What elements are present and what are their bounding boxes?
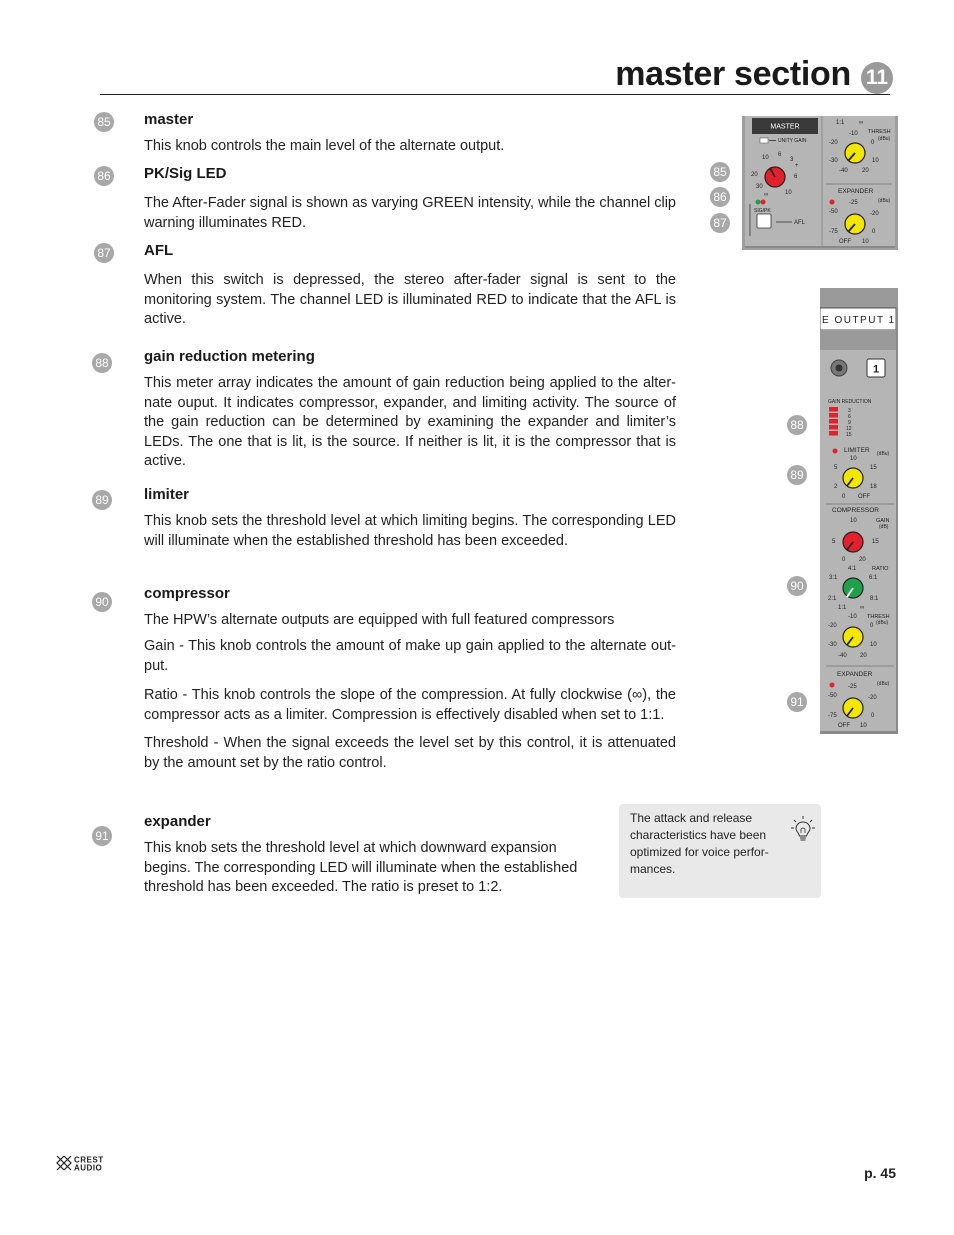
section-text-limiter: This knob sets the threshold level at which limiting begins. The corresponding LED will illuminate when the established threshold has been exceeded. xyxy=(144,513,676,549)
master-tick-6: 6 xyxy=(778,152,782,158)
master-tick-inf: ∞ xyxy=(764,192,769,198)
svg-text:0: 0 xyxy=(871,713,875,719)
section-heading-master: master xyxy=(144,111,194,128)
compressor-label: COMPRESSOR xyxy=(832,507,879,514)
diagram-callout-90: 90 xyxy=(787,576,807,596)
section-heading-compressor: compressor xyxy=(144,585,230,602)
section-heading-afl: AFL xyxy=(144,242,174,259)
ratio-1-1-label: 1:1 xyxy=(836,120,845,126)
section-text-pk-sig-led: The After-Fader signal is shown as varying GREEN intensity, while the channel clip warning illuminates RED. xyxy=(144,195,676,231)
svg-text:-20: -20 xyxy=(868,695,877,701)
callout-badge-85: 85 xyxy=(94,112,114,132)
svg-text:∞: ∞ xyxy=(860,605,865,611)
expander-led-top xyxy=(830,200,835,205)
header-rule xyxy=(100,94,890,95)
svg-text:20: 20 xyxy=(859,557,866,563)
limiter-label: LIMITER xyxy=(844,447,870,454)
svg-text:0: 0 xyxy=(842,557,846,563)
section-text-compressor-intro: The HPW’s alternate outputs are equipped with full featured compressors xyxy=(144,612,615,628)
section-text-compressor-threshold: Threshold - When the signal exceeds the level set by this control, it is attenuated by the amount set by the ratio control. xyxy=(144,735,676,771)
gain-reduction-label: GAIN REDUCTION xyxy=(828,399,872,405)
diagram-callout-85: 85 xyxy=(710,162,730,182)
section-heading-limiter: limiter xyxy=(144,486,190,503)
svg-text:6: 6 xyxy=(848,414,851,420)
svg-text:OFF: OFF xyxy=(839,239,851,245)
chapter-number-badge: 11 xyxy=(861,62,893,94)
callout-badge-91: 91 xyxy=(92,826,112,846)
unity-gain-icon xyxy=(760,138,768,143)
limiter-dbu: (dBu) xyxy=(877,451,890,457)
svg-text:15: 15 xyxy=(872,539,879,545)
svg-text:8:1: 8:1 xyxy=(870,596,879,602)
svg-text:15: 15 xyxy=(870,465,877,471)
callout-badge-87: 87 xyxy=(94,243,114,263)
svg-text:4:1: 4:1 xyxy=(848,566,857,572)
sig-pk-led xyxy=(756,200,761,205)
section-text-gain-reduction-metering: This meter array indicates the amount of gain reduction being applied to the alter-nate ouput. It indicates compressor, expander, and limiting activity. The source of the gain reduction can be determined by examining the expander and limiter’s LEDs. The one that is lit, is the source. If neither is lit, it is the compressor that is active. xyxy=(144,375,676,469)
svg-text:-75: -75 xyxy=(829,229,838,235)
afl-label: AFL xyxy=(794,220,806,226)
gain-label: GAIN xyxy=(876,518,890,524)
svg-text:-50: -50 xyxy=(828,693,837,699)
svg-text:-40: -40 xyxy=(839,168,848,174)
output-button-label: 1 xyxy=(872,363,880,376)
diagram-callout-87: 87 xyxy=(710,213,730,233)
svg-text:OFF: OFF xyxy=(838,723,850,729)
svg-text:12: 12 xyxy=(846,426,852,432)
limiter-led xyxy=(833,449,838,454)
output-label: E OUTPUT 1 xyxy=(822,315,896,326)
alternate-output-panel xyxy=(820,288,898,734)
svg-text:6:1: 6:1 xyxy=(869,575,878,581)
svg-text:10: 10 xyxy=(870,642,877,648)
section-text-master: This knob controls the main level of the alternate output. xyxy=(144,138,505,154)
expander-led xyxy=(830,683,835,688)
thresh-dbu: (dBu) xyxy=(876,620,889,626)
master-tick-20: 20 xyxy=(751,172,758,178)
master-tick-3: 3 xyxy=(790,157,794,163)
thresh-label: THRESH xyxy=(867,614,890,620)
svg-text:-20: -20 xyxy=(870,211,879,217)
svg-text:-20: -20 xyxy=(829,140,838,146)
lightbulb-icon xyxy=(790,815,816,849)
page-title: master section xyxy=(615,55,851,93)
svg-text:3: 3 xyxy=(848,408,851,414)
svg-text:3:1: 3:1 xyxy=(829,575,838,581)
svg-text:10: 10 xyxy=(850,456,857,462)
master-tick-10: 10 xyxy=(762,155,769,161)
callout-badge-89: 89 xyxy=(92,490,112,510)
svg-text:15: 15 xyxy=(846,432,852,438)
section-text-compressor-ratio: Ratio - This knob controls the slope of the compression. At fully clockwise (∞), the compressor acts as a limiter. Compression is effectively disabled when set to 1:1. xyxy=(144,687,676,723)
master-tick-30: 30 xyxy=(756,184,763,190)
svg-text:10: 10 xyxy=(862,239,869,245)
afl-button xyxy=(757,214,771,228)
svg-text:5: 5 xyxy=(832,539,836,545)
crest-audio-logo xyxy=(56,1154,126,1172)
callout-badge-88: 88 xyxy=(92,353,112,373)
master-tick-10b: 10 xyxy=(785,190,792,196)
crest-logo-icon xyxy=(57,1156,71,1170)
svg-text:-25: -25 xyxy=(848,684,857,690)
svg-text:-50: -50 xyxy=(829,209,838,215)
logo-line-1: CREST xyxy=(74,1155,104,1165)
ratio-label: RATIO xyxy=(872,566,889,572)
expander-dbu-top: (dBu) xyxy=(878,198,891,204)
section-heading-gain-reduction-metering: gain reduction metering xyxy=(144,348,315,365)
svg-text:OFF: OFF xyxy=(858,494,870,500)
svg-text:18: 18 xyxy=(870,484,877,490)
page-number: p. 45 xyxy=(864,1165,896,1181)
svg-text:-40: -40 xyxy=(838,653,847,659)
svg-text:1:1: 1:1 xyxy=(838,605,847,611)
master-label: MASTER xyxy=(770,123,800,131)
thresh-label-top: THRESH xyxy=(868,129,891,135)
svg-text:2:1: 2:1 xyxy=(828,596,837,602)
svg-text:-75: -75 xyxy=(828,713,837,719)
svg-text:0: 0 xyxy=(871,140,875,146)
svg-text:10: 10 xyxy=(860,723,867,729)
section-text-compressor-gain: Gain - This knob controls the amount of make up gain applied to the alternate out-put. xyxy=(144,638,676,674)
master-tick-plus: + xyxy=(795,163,799,169)
gain-db-label: (dB) xyxy=(879,524,889,530)
thresh-dbu-top: (dBu) xyxy=(878,136,891,142)
svg-text:9: 9 xyxy=(848,420,851,426)
sig-pk-label: SIG/PK xyxy=(754,208,771,214)
section-text-expander: This knob sets the threshold level at which downward expansion begins. The corresponding LED will illuminate when the established threshold has been exceeded. The ratio is preset to 1:2. xyxy=(144,840,578,895)
ratio-inf-label: ∞ xyxy=(859,120,864,126)
svg-text:0: 0 xyxy=(870,623,874,629)
svg-text:2: 2 xyxy=(834,484,838,490)
callout-badge-86: 86 xyxy=(94,166,114,186)
diagram-callout-86: 86 xyxy=(710,187,730,207)
master-tick-6b: 6 xyxy=(794,174,798,180)
unity-gain-label: UNITY GAIN xyxy=(778,138,807,144)
logo-line-2: AUDIO xyxy=(74,1163,103,1172)
svg-text:10: 10 xyxy=(872,158,879,164)
svg-text:20: 20 xyxy=(862,168,869,174)
svg-text:-30: -30 xyxy=(829,158,838,164)
expander-label-top: EXPANDER xyxy=(838,188,874,195)
svg-text:10: 10 xyxy=(850,518,857,524)
diagram-callout-89: 89 xyxy=(787,465,807,485)
svg-text:-10: -10 xyxy=(849,131,858,137)
gain-reduction-meter xyxy=(829,407,838,436)
section-text-afl: When this switch is depressed, the stereo after-fader signal is sent to the monitoring system. The channel LED is illuminated RED to indicate that the AFL is active. xyxy=(144,272,676,327)
expander-dbu: (dBu) xyxy=(877,681,890,687)
svg-text:-20: -20 xyxy=(828,623,837,629)
expander-label: EXPANDER xyxy=(837,671,873,678)
svg-text:0: 0 xyxy=(842,494,846,500)
tip-text: The attack and release characteristics have been optimized for voice perfor-mances. xyxy=(630,811,769,876)
svg-text:0: 0 xyxy=(872,229,876,235)
master-output-panel xyxy=(742,116,898,250)
section-heading-expander: expander xyxy=(144,813,211,830)
diagram-callout-91: 91 xyxy=(787,692,807,712)
svg-text:5: 5 xyxy=(834,465,838,471)
section-heading-pk-sig-led: PK/Sig LED xyxy=(144,165,227,182)
svg-text:-30: -30 xyxy=(828,642,837,648)
callout-badge-90: 90 xyxy=(92,592,112,612)
svg-text:-25: -25 xyxy=(849,200,858,206)
svg-text:-10: -10 xyxy=(848,614,857,620)
diagram-callout-88: 88 xyxy=(787,415,807,435)
svg-text:20: 20 xyxy=(860,653,867,659)
